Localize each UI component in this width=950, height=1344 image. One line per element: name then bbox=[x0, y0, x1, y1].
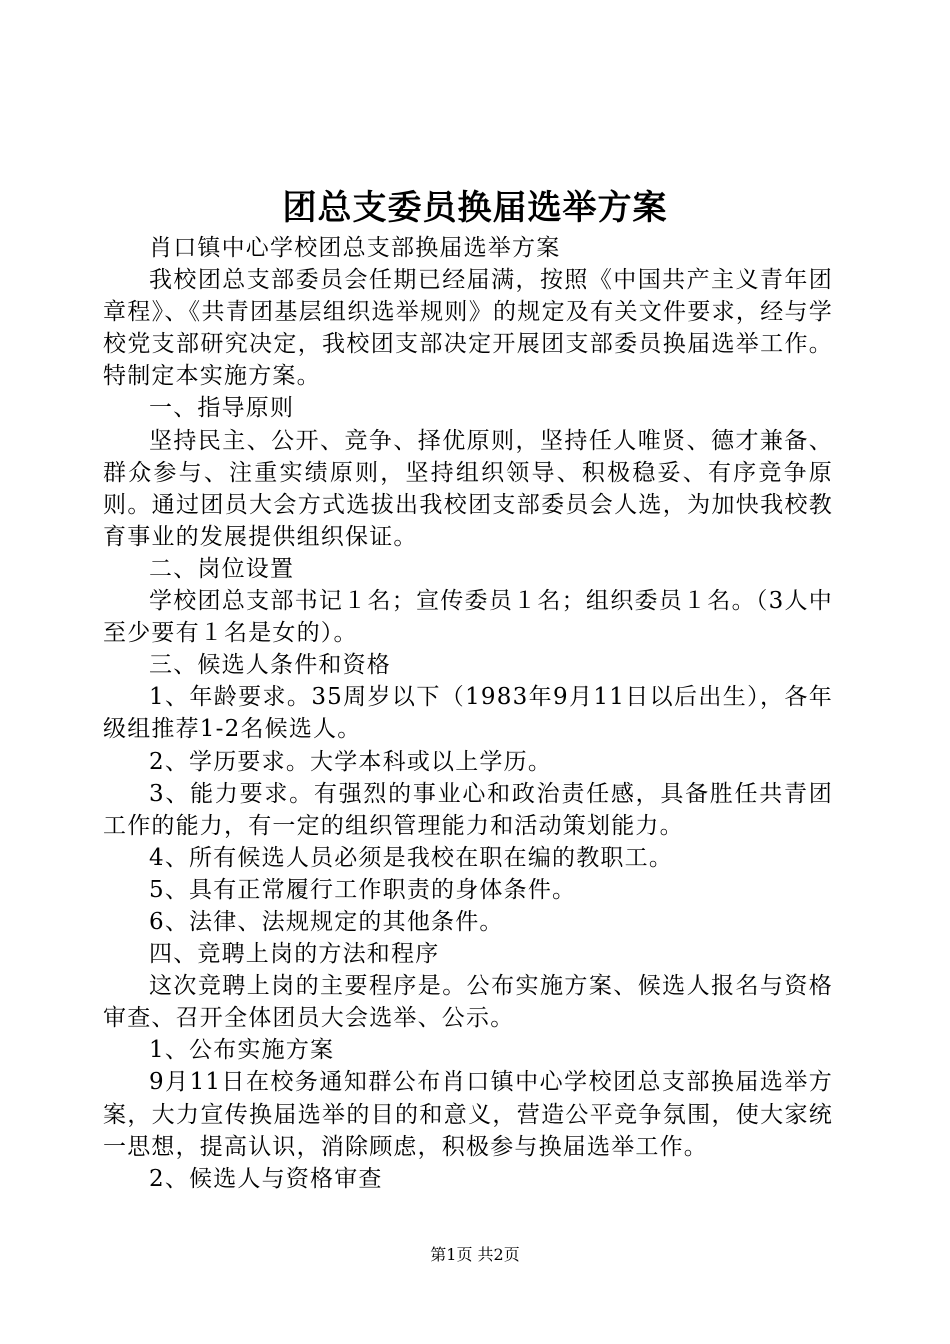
paragraph: 9月11日在校务通知群公布肖口镇中心学校团总支部换届选举方案，大力宣传换届选举的目的和意义，营造公平竞争氛围，使大家统一思想，提高认识，消除顾虑，积极参与换届选举工作。 bbox=[103, 1069, 833, 1160]
paragraph: 肖口镇中心学校团总支部换届选举方案 bbox=[149, 235, 561, 261]
paragraph: 我校团总支部委员会任期已经届满，按照《中国共产主义青年团章程》、《共青团基层组织选举规则》的规定及有关文件要求，经与学校党支部研究决定，我校团支部决定开展团支部委员换届选举工作。特制定本实施方案。 bbox=[103, 267, 833, 390]
paragraph: 这次竞聘上岗的主要程序是。公布实施方案、候选人报名与资格审查、召开全体团员大会选举、公示。 bbox=[103, 973, 833, 1032]
section-heading: 三、候选人条件和资格 bbox=[149, 652, 391, 679]
subsection-heading: 1、公布实施方案 bbox=[149, 1037, 335, 1064]
section-heading: 四、竞聘上岗的方法和程序 bbox=[149, 941, 440, 968]
paragraph: 学校团总支部书记１名；宣传委员１名；组织委员１名。（3人中至少要有１名是女的）。 bbox=[103, 588, 833, 647]
list-item: 3、能力要求。有强烈的事业心和政治责任感，具备胜任共青团工作的能力，有一定的组织管理能力和活动策划能力。 bbox=[103, 780, 833, 839]
list-item: 1、年龄要求。35周岁以下（1983年9月11日以后出生），各年级组推荐1-2名候选人。 bbox=[103, 684, 833, 743]
section-heading: 一、指导原则 bbox=[149, 395, 295, 422]
list-item: 6、法律、法规规定的其他条件。 bbox=[149, 908, 504, 935]
page-footer: 第1页 共2页 bbox=[430, 1245, 520, 1264]
section-heading: 二、岗位设置 bbox=[149, 555, 295, 582]
paragraph: 坚持民主、公开、竞争、择优原则，坚持任人唯贤、德才兼备、群众参与、注重实绩原则，坚持组织领导、积极稳妥、有序竞争原则。通过团员大会方式选拔出我校团支部委员会人选，为加快我校教育事业的发展提供组织保证。 bbox=[103, 427, 833, 550]
list-item: 5、具有正常履行工作职责的身体条件。 bbox=[149, 876, 577, 903]
list-item: 2、学历要求。大学本科或以上学历。 bbox=[149, 748, 553, 775]
subsection-heading: 2、候选人与资格审查 bbox=[149, 1165, 383, 1192]
list-item: 4、所有候选人员必须是我校在职在编的教职工。 bbox=[149, 844, 674, 871]
document-title: 团总支委员换届选举方案 bbox=[282, 188, 668, 228]
document-body bbox=[103, 232, 833, 1195]
